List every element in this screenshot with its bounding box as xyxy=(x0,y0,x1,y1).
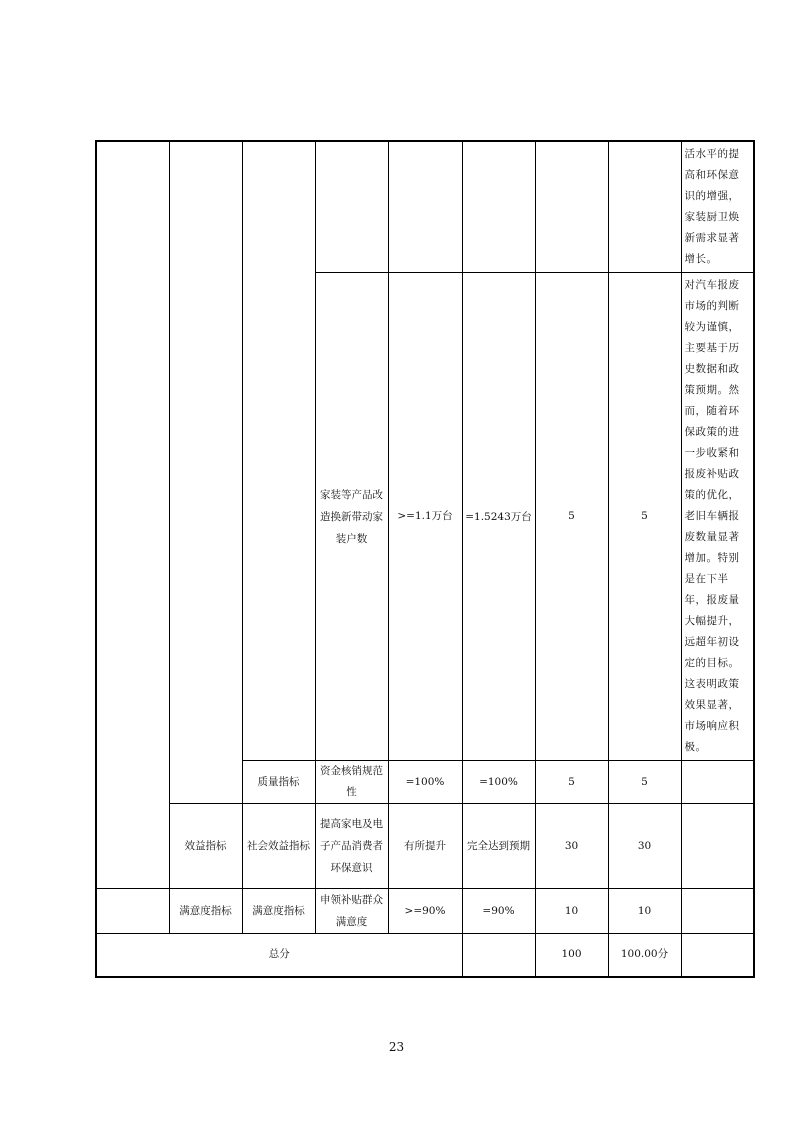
remark-cell xyxy=(681,804,754,889)
total-row xyxy=(96,934,754,977)
total-weight-cell: 100 xyxy=(535,934,608,977)
target-cell: 有所提升 xyxy=(388,804,462,889)
indicator-name-cell: 资金核销规范性 xyxy=(315,761,388,804)
level1-cell: 效益指标 xyxy=(169,804,242,889)
level1-cell: 满意度指标 xyxy=(169,889,242,934)
weight-cell xyxy=(535,141,608,273)
level0-cell xyxy=(96,141,169,889)
level2-cell: 满意度指标 xyxy=(242,889,315,934)
total-empty-cell xyxy=(462,934,535,977)
score-cell: 30 xyxy=(608,804,681,889)
weight-cell: 10 xyxy=(535,889,608,934)
weight-cell: 5 xyxy=(535,761,608,804)
indicator-name-cell: 提高家电及电子产品消费者环保意识 xyxy=(315,804,388,889)
target-cell xyxy=(388,141,462,273)
actual-cell: =1.5243万台 xyxy=(462,273,535,761)
target-cell: >=1.1万台 xyxy=(388,273,462,761)
actual-cell xyxy=(462,141,535,273)
target-cell: =100% xyxy=(388,761,462,804)
total-remark-cell xyxy=(681,934,754,977)
remark-cell xyxy=(681,889,754,934)
level2-cell: 社会效益指标 xyxy=(242,804,315,889)
indicator-name-cell xyxy=(315,141,388,273)
level2-cell xyxy=(242,141,315,761)
target-cell: >=90% xyxy=(388,889,462,934)
indicator-name-cell: 家装等产品改造换新带动家装户数 xyxy=(315,273,388,761)
actual-cell: 完全达到预期 xyxy=(462,804,535,889)
remark-cell xyxy=(681,761,754,804)
page-number: 23 xyxy=(388,1040,405,1054)
weight-cell: 30 xyxy=(535,804,608,889)
remark-cell: 活水平的提高和环保意识的增强，家装厨卫焕新需求显著增长。 xyxy=(681,141,754,273)
actual-cell: =90% xyxy=(462,889,535,934)
score-cell: 5 xyxy=(608,273,681,761)
actual-cell: =100% xyxy=(462,761,535,804)
performance-indicator-table xyxy=(95,140,755,978)
remark-cell: 对汽车报废市场的判断较为谨慎，主要基于历史数据和政策预期。然而，随着环保政策的进一步收紧和报废补贴政策的优化，老旧车辆报废数量显著增加。特别是在下半年，报废量大幅提升，远超年初设定的目标。这表明政策效果显著，市场响应积极。 xyxy=(681,273,754,761)
score-cell xyxy=(608,141,681,273)
indicator-name-cell: 申领补贴群众满意度 xyxy=(315,889,388,934)
total-label-cell: 总分 xyxy=(96,934,462,977)
level1-cell xyxy=(169,141,242,804)
level0-cell xyxy=(96,889,169,934)
total-score-cell: 100.00分 xyxy=(608,934,681,977)
table-row xyxy=(96,889,754,934)
table-row xyxy=(96,141,754,273)
score-cell: 10 xyxy=(608,889,681,934)
score-cell: 5 xyxy=(608,761,681,804)
table-row xyxy=(96,804,754,889)
weight-cell: 5 xyxy=(535,273,608,761)
level2-cell: 质量指标 xyxy=(242,761,315,804)
